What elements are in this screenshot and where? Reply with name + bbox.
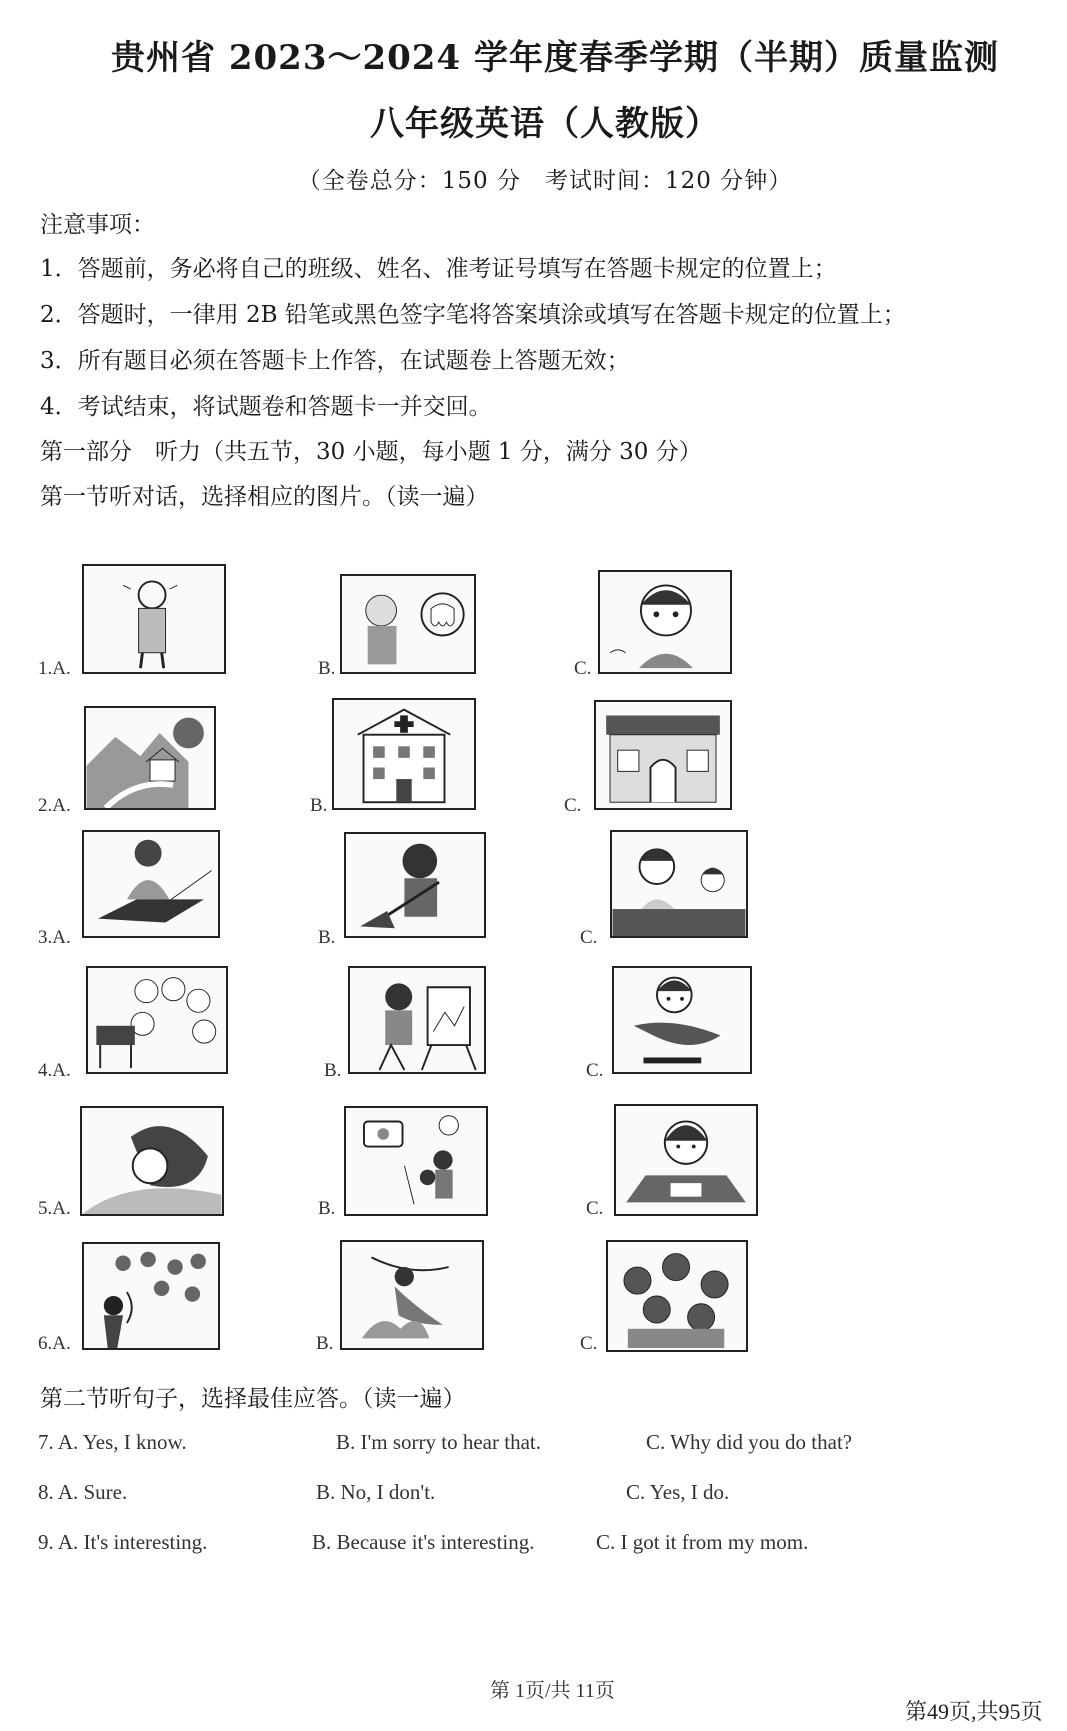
option-label: 5.A. [38,1198,71,1219]
overall-page-counter: 第49页,共95页 [905,1699,1043,1724]
option-label: B. [318,658,336,679]
option-label: 1.A. [38,658,71,679]
question-9-option-c: C. I got it from my mom. [596,1530,809,1554]
picture-4b [348,966,486,1074]
notice-heading: 注意事项： [40,212,155,238]
question-8-option-b: B. No, I don't. [316,1480,436,1504]
option-label: 2.A. [38,795,71,816]
picture-1a [82,564,226,674]
picture-4a [86,966,228,1074]
notice-item: 3．所有题目必须在答题卡上作答，在试题卷上答题无效； [40,348,630,374]
picture-6a [82,1242,220,1350]
option-label: C. [564,795,582,816]
picture-4c [612,966,752,1074]
option-label: B. [318,927,336,948]
question-7-option-b: B. I'm sorry to hear that. [336,1430,541,1454]
option-label: C. [586,1198,604,1219]
section2-heading: 第二节听句子，选择最佳应答。（读一遍） [40,1386,466,1412]
option-label: B. [310,795,328,816]
option-label: C. [574,658,592,679]
option-label: C. [580,927,598,948]
exam-subtitle: 八年级英语（人教版） [370,104,720,144]
question-9-option-a: 9. A. It's interesting. [38,1530,208,1554]
option-label: C. [586,1060,604,1081]
exam-title: 贵州省 2023～2024 学年度春季学期（半期）质量监测 [111,38,999,78]
picture-1c [598,570,732,674]
picture-2b [332,698,476,810]
option-label: B. [318,1198,336,1219]
picture-2a [84,706,216,810]
notice-item: 1．答题前，务必将自己的班级、姓名、准考证号填写在答题卡规定的位置上； [40,256,837,282]
picture-5a [80,1106,224,1216]
question-9-option-b: B. Because it's interesting. [312,1530,535,1554]
picture-5c [614,1104,758,1216]
picture-6b [340,1240,484,1350]
notice-item: 4．考试结束，将试题卷和答题卡一并交回。 [40,394,492,420]
page-number: 第 1页/共 11页 [490,1680,615,1702]
question-7-option-a: 7. A. Yes, I know. [38,1430,187,1454]
picture-6c [606,1240,748,1352]
picture-1b [340,574,476,674]
picture-3a [82,830,220,938]
option-label: 3.A. [38,927,71,948]
exam-info: （全卷总分：150 分 考试时间：120 分钟） [297,168,793,194]
picture-3b [344,832,486,938]
question-7-option-c: C. Why did you do that? [646,1430,853,1454]
option-label: 4.A. [38,1060,71,1081]
section1-heading: 第一节听对话，选择相应的图片。（读一遍） [40,484,489,510]
option-label: B. [316,1333,334,1354]
option-label: C. [580,1333,598,1354]
question-8-option-c: C. Yes, I do. [626,1480,730,1504]
picture-3c [610,830,748,938]
picture-2c [594,700,732,810]
option-label: 6.A. [38,1333,71,1354]
part1-heading: 第一部分 听力（共五节，30 小题，每小题 1 分，满分 30 分） [40,439,702,465]
notice-item: 2．答题时，一律用 2B 铅笔或黑色签字笔将答案填涂或填写在答题卡规定的位置上； [40,302,906,328]
picture-5b [344,1106,488,1216]
option-label: B. [324,1060,342,1081]
question-8-option-a: 8. A. Sure. [38,1480,128,1504]
